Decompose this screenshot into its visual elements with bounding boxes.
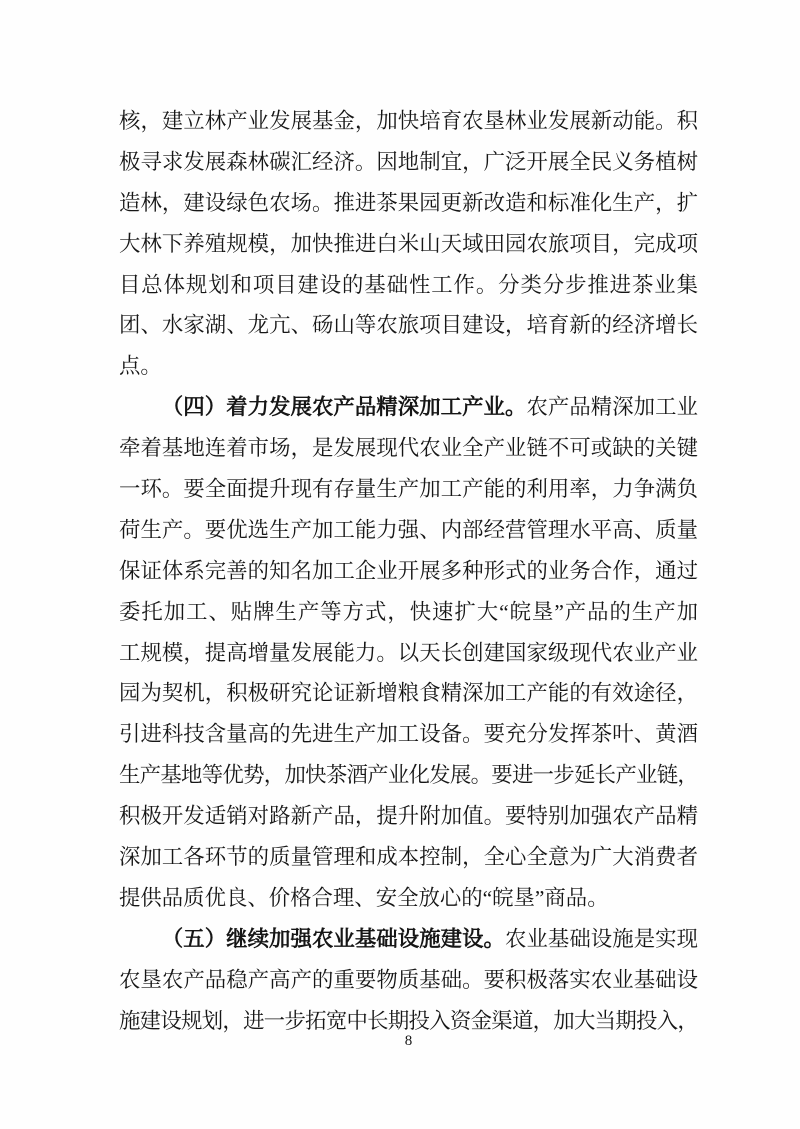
text-line: 点。 [119,354,162,379]
text-line: 引进科技含量高的先进生产加工设备。要充分发挥茶叶、黄酒 [119,722,698,747]
text-line: 提供品质优良、价格合理、安全放心的“皖垦”商品。 [119,885,609,910]
paragraph-continuation [119,101,698,387]
text-line: 工规模，提高增量发展能力。以天长创建国家级现代农业产业 [119,640,698,665]
text-line: 园为契机，积极研究论证新增粮食精深加工产能的有效途径， [119,681,698,706]
page-number: 8 [404,1033,413,1049]
text-line: 积极开发适销对路新产品，提升附加值。要特别加强农产品精 [119,804,698,829]
text-line: 极寻求发展森林碳汇经济。因地制宜，广泛开展全民义务植树 [119,149,698,174]
text-line: 深加工各环节的质量管理和成本控制，全心全意为广大消费者 [119,845,698,870]
text-line: 荷生产。要优选生产加工能力强、内部经营管理水平高、质量 [119,517,698,542]
text-line: 目总体规划和项目建设的基础性工作。分类分步推进茶业集 [119,272,698,297]
text-line-with-heading: （五）继续加强农业基础设施建设。农业基础设施是实现 [161,926,698,951]
text-line: 农垦农产品稳产高产的重要物质基础。要积极落实农业基础设 [119,967,698,992]
text-line: 委托加工、贴牌生产等方式，快速扩大“皖垦”产品的生产加 [119,599,698,624]
text-line-with-heading: （四）着力发展农产品精深加工产业。农产品精深加工业 [161,395,698,420]
text-line: 施建设规划，进一步拓宽中长期投入资金渠道，加大当期投入， [119,1008,698,1033]
text-line: 造林，建设绿色农场。推进茶果园更新改造和标准化生产，扩 [119,190,698,215]
text-line: 牵着基地连着市场，是发展现代农业全产业链不可或缺的关键 [119,436,698,461]
paragraph-section-4 [119,387,698,919]
text-line: 核，建立林产业发展基金，加快培育农垦林业发展新动能。积 [119,109,698,133]
paragraph-section-5 [119,919,698,1042]
section-heading: （五）继续加强农业基础设施建设。 [161,926,505,951]
text-line: 一环。要全面提升现有存量生产加工产能的利用率，力争满负 [119,477,698,502]
text-line: 保证体系完善的知名加工企业开展多种形式的业务合作，通过 [119,558,698,583]
text-line: 生产基地等优势，加快茶酒产业化发展。要进一步延长产业链， [119,763,698,788]
section-heading: （四）着力发展农产品精深加工产业。 [161,395,527,420]
text-block [119,101,698,1041]
text-line: 大林下养殖规模，加快推进白米山天域田园农旅项目，完成项 [119,231,698,256]
text-line: 团、水家湖、龙亢、砀山等农旅项目建设，培育新的经济增长 [119,313,698,338]
